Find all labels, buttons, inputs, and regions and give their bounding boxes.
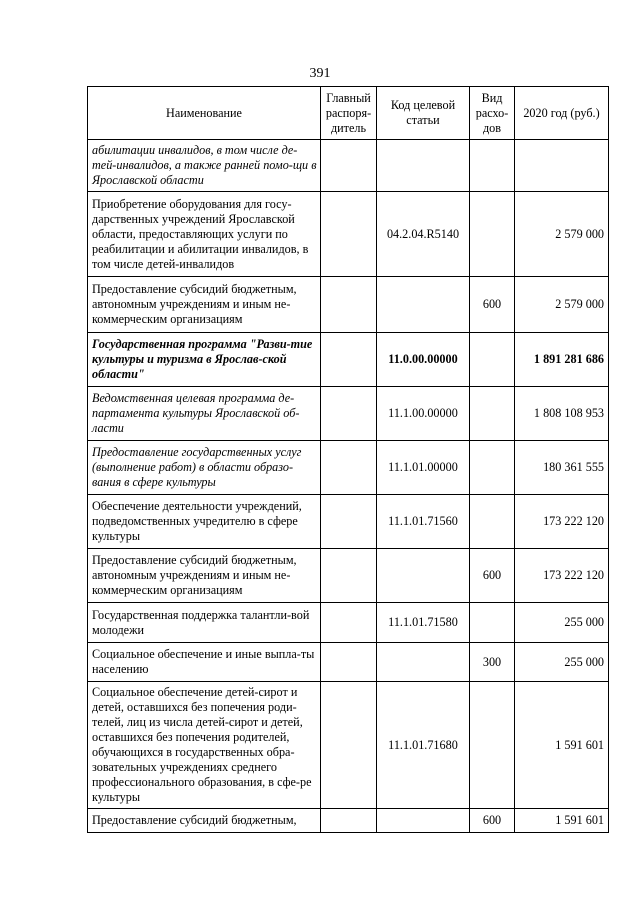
row-code: 11.1.01.71580 bbox=[377, 603, 470, 643]
row-sum: 180 361 555 bbox=[515, 441, 609, 495]
row-grbs bbox=[321, 809, 377, 833]
row-sum: 1 891 281 686 bbox=[515, 333, 609, 387]
row-vid: 300 bbox=[470, 643, 515, 682]
row-code: 04.2.04.R5140 bbox=[377, 192, 470, 277]
row-grbs bbox=[321, 277, 377, 333]
row-name: Государственная поддержка талантли-вой молодежи bbox=[88, 603, 321, 643]
row-vid: 600 bbox=[470, 809, 515, 833]
row-name: Обеспечение деятельности учреждений, подведомственных учредителю в сфере культуры bbox=[88, 495, 321, 549]
table-header-row bbox=[88, 87, 609, 140]
row-grbs bbox=[321, 387, 377, 441]
row-sum: 1 591 601 bbox=[515, 809, 609, 833]
row-code: 11.1.01.00000 bbox=[377, 441, 470, 495]
row-name: Государственная программа "Разви-тие культуры и туризма в Ярослав-ской области" bbox=[88, 333, 321, 387]
table-row bbox=[88, 495, 609, 549]
table-row bbox=[88, 682, 609, 809]
table-row bbox=[88, 140, 609, 192]
row-code bbox=[377, 643, 470, 682]
row-name: Предоставление субсидий бюджетным, автономным учреждениям и иным не-коммерческим организациям bbox=[88, 549, 321, 603]
row-vid: 600 bbox=[470, 277, 515, 333]
header-grbs: Главный распоря-дитель bbox=[321, 87, 377, 140]
row-name: Предоставление субсидий бюджетным, bbox=[88, 809, 321, 833]
row-sum: 173 222 120 bbox=[515, 495, 609, 549]
header-vid: Вид расхо-дов bbox=[470, 87, 515, 140]
row-code: 11.1.01.71560 bbox=[377, 495, 470, 549]
row-sum: 2 579 000 bbox=[515, 277, 609, 333]
row-vid bbox=[470, 387, 515, 441]
row-name: Приобретение оборудования для госу-дарственных учреждений Ярославской области, предоставляющих услуги по реабилитации и абилитации инвалидов, в том числе детей-инвалидов bbox=[88, 192, 321, 277]
row-grbs bbox=[321, 333, 377, 387]
row-vid bbox=[470, 333, 515, 387]
row-grbs bbox=[321, 140, 377, 192]
row-sum: 1 591 601 bbox=[515, 682, 609, 809]
table-row bbox=[88, 333, 609, 387]
row-code: 11.0.00.00000 bbox=[377, 333, 470, 387]
row-grbs bbox=[321, 603, 377, 643]
row-sum: 2 579 000 bbox=[515, 192, 609, 277]
row-sum: 1 808 108 953 bbox=[515, 387, 609, 441]
table-row bbox=[88, 549, 609, 603]
row-code: 11.1.01.71680 bbox=[377, 682, 470, 809]
table-row bbox=[88, 387, 609, 441]
table-row bbox=[88, 809, 609, 833]
row-code bbox=[377, 140, 470, 192]
row-grbs bbox=[321, 682, 377, 809]
row-name: Ведомственная целевая программа де-партамента культуры Ярославской об-ласти bbox=[88, 387, 321, 441]
budget-table bbox=[87, 86, 609, 833]
row-name: Социальное обеспечение детей-сирот и детей, оставшихся без попечения роди-телей, лиц из числа детей-сирот и детей, оставшихся без попечения родителей, обучающихся в государственных обра-зовательных учреждениях среднего профессионального образования, в сфе-ре культуры bbox=[88, 682, 321, 809]
row-vid bbox=[470, 603, 515, 643]
row-code bbox=[377, 549, 470, 603]
table-row bbox=[88, 277, 609, 333]
row-sum: 173 222 120 bbox=[515, 549, 609, 603]
row-code bbox=[377, 277, 470, 333]
row-sum: 255 000 bbox=[515, 603, 609, 643]
row-grbs bbox=[321, 192, 377, 277]
row-name: Социальное обеспечение и иные выпла-ты населению bbox=[88, 643, 321, 682]
row-sum: 255 000 bbox=[515, 643, 609, 682]
row-name: Предоставление государственных услуг (выполнение работ) в области образо-вания в сфере культуры bbox=[88, 441, 321, 495]
table-row bbox=[88, 643, 609, 682]
row-name: Предоставление субсидий бюджетным, автономным учреждениям и иным не-коммерческим организациям bbox=[88, 277, 321, 333]
row-vid bbox=[470, 192, 515, 277]
row-grbs bbox=[321, 549, 377, 603]
row-code: 11.1.00.00000 bbox=[377, 387, 470, 441]
row-vid: 600 bbox=[470, 549, 515, 603]
table-row bbox=[88, 192, 609, 277]
row-vid bbox=[470, 441, 515, 495]
header-name: Наименование bbox=[88, 87, 321, 140]
row-code bbox=[377, 809, 470, 833]
row-vid bbox=[470, 682, 515, 809]
row-vid bbox=[470, 140, 515, 192]
row-sum bbox=[515, 140, 609, 192]
row-vid bbox=[470, 495, 515, 549]
header-code: Код целевой статьи bbox=[377, 87, 470, 140]
row-grbs bbox=[321, 441, 377, 495]
table-row bbox=[88, 603, 609, 643]
row-grbs bbox=[321, 643, 377, 682]
row-grbs bbox=[321, 495, 377, 549]
row-name: абилитации инвалидов, в том числе де-тей-инвалидов, а также ранней помо-щи в Ярославской области bbox=[88, 140, 321, 192]
page-number: 391 bbox=[309, 66, 331, 81]
header-sum: 2020 год (руб.) bbox=[515, 87, 609, 140]
table-row bbox=[88, 441, 609, 495]
